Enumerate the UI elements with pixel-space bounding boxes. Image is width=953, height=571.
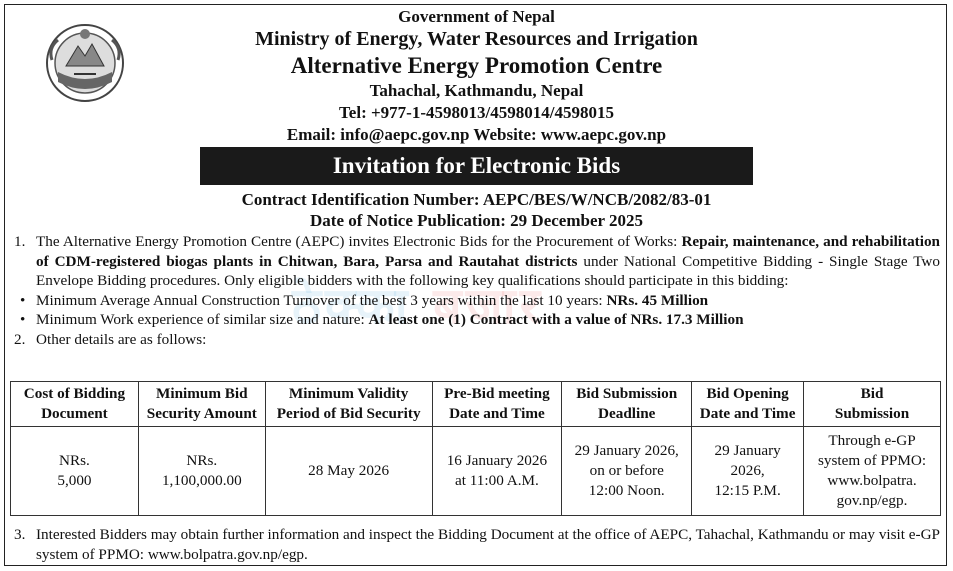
notice-body [14, 232, 940, 350]
publication-date: Date of Notice Publication: 29 December 2025 [310, 211, 643, 230]
table-header-cell [432, 382, 562, 427]
table-cell [138, 427, 265, 516]
paragraph-number: 2. [14, 330, 26, 348]
qualification-text: Minimum Average Annual Construction Turnover of the best 3 years within the last 10 years: [36, 291, 607, 309]
qualification-item [14, 310, 940, 330]
paragraph-text: Interested Bidders may obtain further information and inspect the Bidding Document at the office of AEPC, Tahachal, Kathmandu or may visit e-GP system of PPMO: www.bolpatra.gov.np/egp. [36, 526, 940, 563]
paragraph-text: Other details are as follows: [36, 330, 207, 348]
paragraph-number: 3. [14, 526, 26, 543]
qualification-value: NRs. 45 Million [606, 291, 709, 309]
cell-line: at 11:00 A.M. [455, 472, 539, 489]
contract-info [0, 189, 953, 231]
cell-line: 29 January 2026, [574, 442, 679, 459]
cell-line: 1,100,000.00 [161, 472, 242, 489]
qualification-text: Minimum Work experience of similar size and nature: [36, 311, 369, 329]
table-header-cell [804, 382, 941, 427]
table-row [11, 427, 941, 516]
header-line: Deadline [598, 405, 656, 422]
notice-title: Invitation for Electronic Bids [200, 147, 753, 185]
table-header-cell [692, 382, 804, 427]
paragraph-2 [14, 330, 940, 350]
header-line: Minimum Bid [156, 385, 248, 402]
cell-line: NRs. [59, 452, 90, 469]
organization-address: Tahachal, Kathmandu, Nepal [369, 81, 584, 100]
organization-email-website: Email: info@aepc.gov.np Website: www.aepc.gov.np [286, 125, 667, 144]
table-header-cell [138, 382, 265, 427]
paragraph-3 [14, 525, 940, 564]
header-line: Minimum Validity [288, 385, 409, 402]
header-line: Document [41, 405, 108, 422]
header-line: Bid Opening [706, 385, 789, 402]
table-header-row [11, 382, 941, 427]
header-line: Date and Time [699, 405, 796, 422]
contract-id: Contract Identification Number: AEPC/BES/W/NCB/2082/83-01 [241, 190, 712, 209]
header-line: Submission [834, 405, 910, 422]
watermark-part2: बजार [433, 277, 545, 335]
organization-phone: Tel: +977-1-4598013/4598014/4598015 [339, 103, 614, 122]
table-header-cell [11, 382, 139, 427]
ministry-name: Ministry of Energy, Water Resources and Irrigation [255, 28, 698, 50]
qualification-value: At least one (1) Contract with a value of NRs. 17.3 Million [368, 311, 744, 329]
paragraph-1 [14, 232, 940, 291]
header-line: Security Amount [146, 405, 257, 422]
works-description: Repair, maintenance, and rehabilitation of CDM-registered biogas plants in Chitwan, Bara, Parsa and Rautahat districts [36, 233, 940, 270]
cell-line: 29 January [714, 442, 781, 459]
cell-line: NRs. [186, 452, 218, 469]
header-line: Bid [860, 385, 884, 402]
header-line: Period of Bid Security [276, 405, 421, 422]
table-cell [692, 427, 804, 516]
government-name: Government of Nepal [398, 7, 555, 26]
table-header-cell [562, 382, 692, 427]
organization-name: Alternative Energy Promotion Centre [290, 53, 663, 78]
table-cell [265, 427, 432, 516]
header-line: Cost of Bidding [23, 385, 126, 402]
paragraph-3-content [14, 525, 940, 564]
cell-line: 28 May 2026 [308, 462, 390, 479]
table-cell [804, 427, 941, 516]
paragraph-text: under National Competitive Bidding - Single Stage Two Envelope Bidding procedures. Only eligible bidders with the following key qualifications should participate in this bidding: [36, 252, 940, 290]
cell-line: 16 January 2026 [446, 452, 548, 469]
header-line: Pre-Bid meeting [444, 385, 550, 402]
cell-line: 2026, [730, 462, 765, 479]
header-line: Date and Time [449, 405, 545, 422]
qualification-item [14, 291, 940, 311]
cell-line: system of PPMO: [818, 452, 927, 469]
table-cell [562, 427, 692, 516]
table-cell [432, 427, 562, 516]
table-cell [11, 427, 139, 516]
header-line: Bid Submission [576, 385, 678, 402]
paragraph-number: 1. [14, 233, 26, 250]
bid-details-table [10, 381, 941, 516]
cell-line: 12:15 P.M. [714, 482, 781, 499]
bullet-icon: • [20, 291, 26, 309]
table-header-cell [265, 382, 432, 427]
cell-line: 5,000 [57, 472, 92, 489]
cell-line: Through e-GP [828, 432, 916, 449]
notice-header [0, 7, 953, 146]
watermark-part1: ठेक्का [292, 277, 412, 335]
paragraph-text: The Alternative Energy Promotion Centre (AEPC) invites Electronic Bids for the Procurement of Works: [36, 233, 682, 250]
bullet-icon: • [20, 311, 26, 329]
cell-line: on or before [589, 462, 664, 479]
cell-line: gov.np/egp. [836, 492, 908, 509]
cell-line: 12:00 Noon. [588, 482, 665, 499]
cell-line: www.bolpatra. [827, 472, 917, 489]
